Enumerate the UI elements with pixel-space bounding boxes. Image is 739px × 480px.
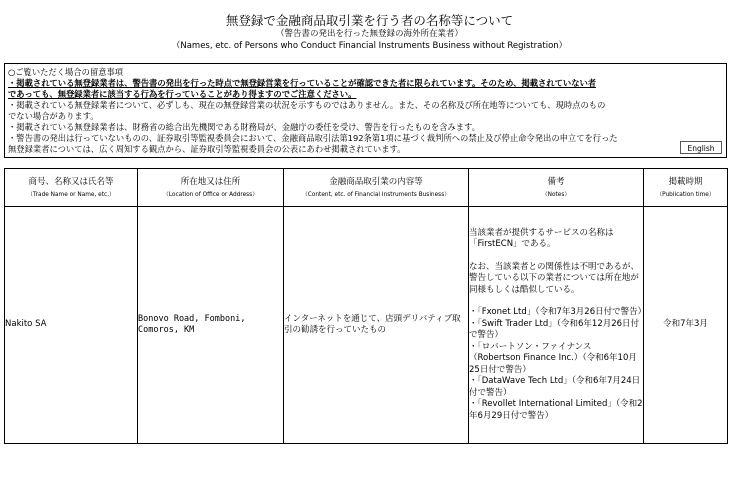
notice-line: でない場合があります。 [8,111,99,121]
header-label-en: （Trade Name or Name, etc.） [27,191,115,198]
header-label: 備考 [547,176,565,187]
header-publication [644,169,728,207]
notice-box [4,63,727,158]
header-label: 掲載時期 [668,176,703,187]
page-subtitle-ja: （警告書の発出を行った無登録の海外所在業者） [275,29,463,39]
cell-location [138,207,284,444]
page-subtitle-en: （Names, etc. of Persons who Conduct Financial Instruments Business without Registration） [171,41,568,51]
cell-trade-name: Nakito SA [5,207,138,444]
cell-publication: 令和7年3月 [644,207,728,444]
notice-line: ・掲載されている無登録業者は、財務省の総合出先機関である財務局が、金融庁の委任を受け、警告を行ったものを含みます。 [8,122,480,132]
notes-paragraph: 当該業者が提供するサービスの名称は「FirstECN」である。 [469,227,614,250]
header-label-en: （Location of Office or Address） [162,191,258,198]
location-line: Bonovo Road, Fomboni, [138,313,246,324]
notice-line: ・警告書の発出は行っていないものの、証券取引等監視委員会において、金融商品取引法第192条第1項に基づく裁判所への禁止及び停止命令発出の申立てを行った [8,133,618,143]
notice-bold-line: ・掲載されている無登録業者は、警告書の発出を行った時点で無登録営業を行っていることが確認できた者に限られています。そのため、掲載されていない者 [8,78,597,88]
location-line: Comoros, KM [138,325,195,335]
header-notes [469,169,644,207]
table-header-row [5,169,728,207]
header-label-en: （Publication time） [656,191,715,198]
english-button[interactable]: English [680,141,722,154]
header-label-en: （Content, etc. of Financial Instruments Business） [301,191,451,198]
cell-notes [469,207,647,444]
header-trade-name [5,169,138,207]
header-content [284,169,469,207]
header-label-en: （Notes） [541,191,571,198]
notice-line: 無登録業者については、広く周知する観点から、証券取引等監視委員会の公表にあわせ掲載されています。 [8,144,406,154]
notes-paragraph: なお、当該業者との関係性は不明であるが、警告している以下の業者については所在地が同様もしくは酷似している。 [469,261,640,295]
notes-list-item: ・「Swift Trader Ltd」（令和6年12月26日付で警告） [469,318,640,341]
notice-heading: ○ご覧いただく場合の留意事項 [8,67,124,77]
page-title: 無登録で金融商品取引業を行う者の名称等について [225,13,514,28]
notes-list [469,307,647,422]
notice-line: ・掲載されている無登録業者について、必ずしも、現在の無登録営業の状況を示すものではありません。また、その名称及び所在地等についても、現時点のもの [8,100,606,110]
notice-bold-line: であっても、無登録業者に該当する行為を行っていることがあり得ますのでご注意ください。 [8,89,357,99]
notes-list-item: ・「ロバートソン・ファイナンス（Robertson Finance Inc.）（令和6年10月25日付で警告） [469,341,637,375]
table-row [5,207,728,444]
cell-content: インターネットを通じて、店頭デリバティブ取引の勧誘を行っていたもの [284,207,469,444]
notes-list-item: ・「Fxonet Ltd」（令和7年3月26日付で警告） [469,307,647,318]
header-label: 金融商品取引業の内容等 [329,176,423,187]
notes-list-item: ・「Revollet International Limited」（令和2年6月29日付で警告） [469,399,643,421]
header-label: 所在地又は住所 [180,176,241,187]
header-location [138,169,284,207]
header-label: 商号、名称又は氏名等 [28,176,114,187]
notes-list-item: ・「DataWave Tech Ltd」（令和6年7月24日付で警告） [469,376,641,398]
registry-table [4,168,728,444]
